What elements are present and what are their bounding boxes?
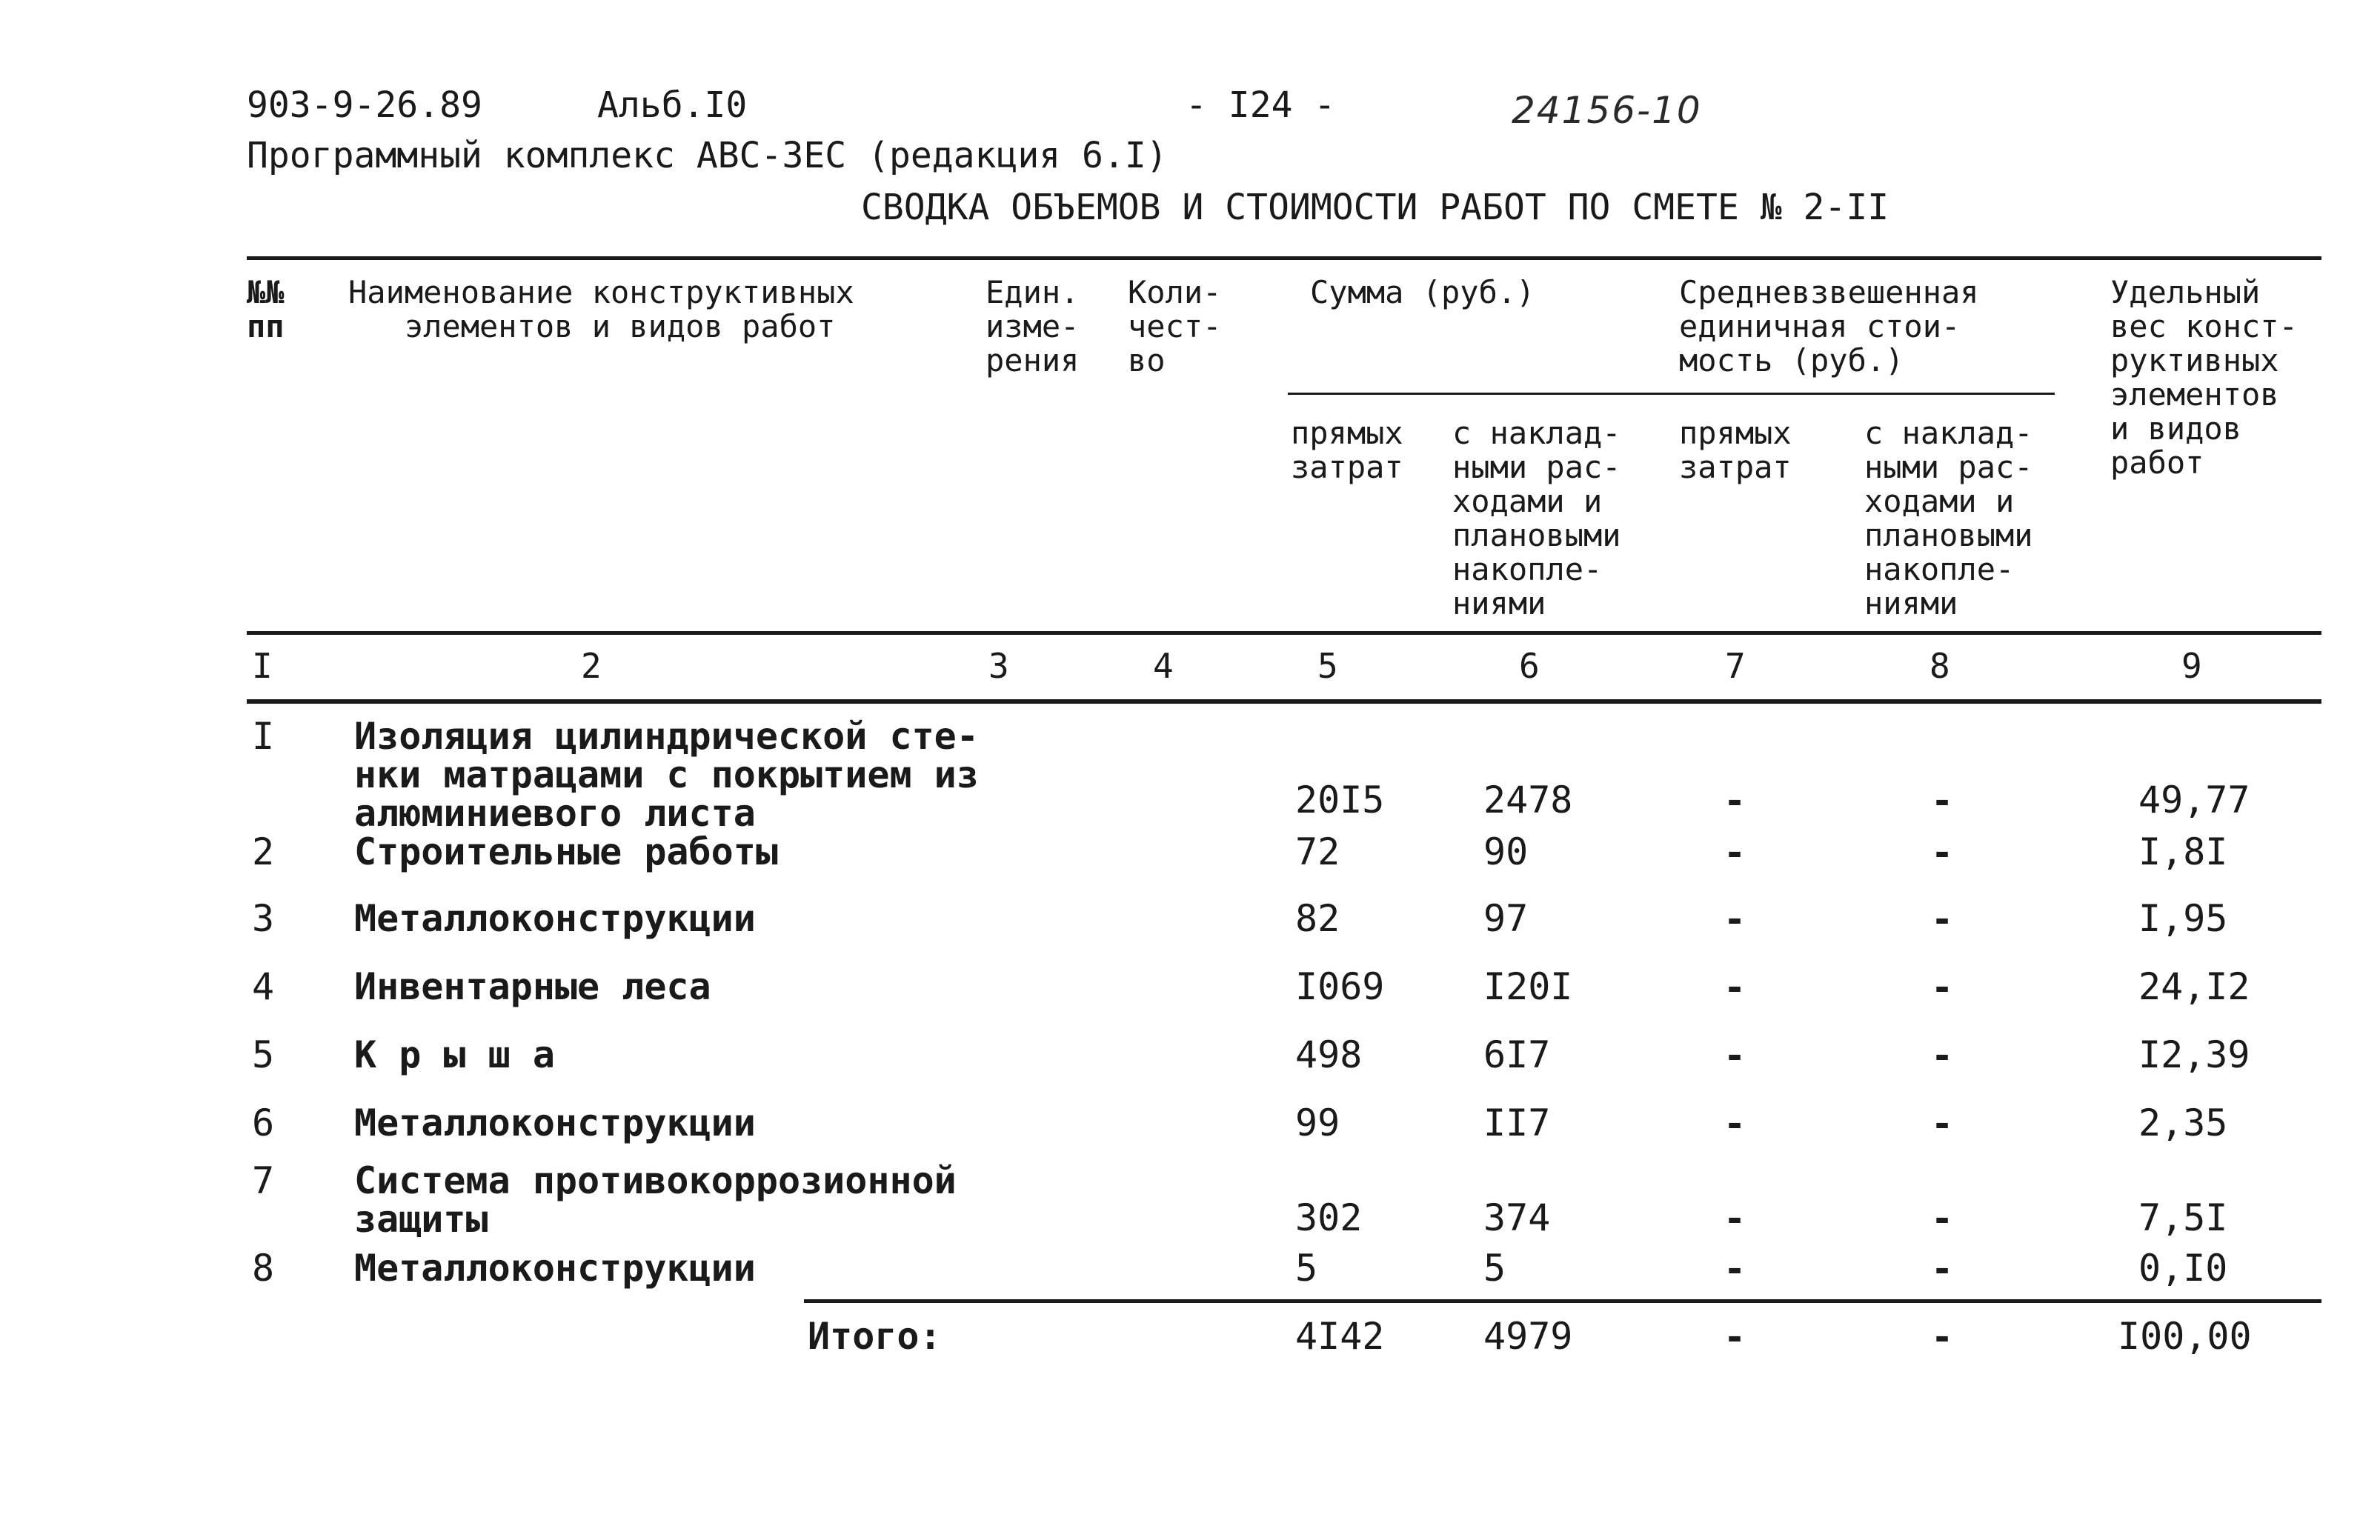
- column-number-9: 9: [2181, 646, 2202, 686]
- table-top-rule: [247, 256, 2321, 260]
- row-4-num: 4: [252, 965, 275, 1008]
- row-6-overhead: II7: [1483, 1101, 1551, 1144]
- row-5-name: К р ы ш а: [354, 1033, 555, 1076]
- column-numbers-rule: [247, 699, 2321, 704]
- row-2-num: 2: [252, 830, 275, 873]
- row-8-avg-overhead: -: [1931, 1247, 1954, 1290]
- row-3-share: I,95: [2138, 897, 2228, 940]
- total-share: I00,00: [2118, 1315, 2252, 1358]
- row-4-avg-overhead: -: [1931, 966, 1954, 1009]
- row-1-num: I: [252, 715, 275, 758]
- row-8-overhead: 5: [1483, 1247, 1506, 1290]
- handwritten-inventory-number: 24156-10: [1512, 89, 1702, 132]
- row-1-avg-overhead: -: [1931, 779, 1954, 822]
- column-number-1: I: [252, 646, 273, 686]
- column-number-7: 7: [1725, 646, 1746, 686]
- row-6-name: Металлоконструкции: [354, 1101, 756, 1144]
- row-6-num: 6: [252, 1101, 275, 1144]
- row-8-num: 8: [252, 1247, 275, 1290]
- row-2-overhead: 90: [1483, 830, 1529, 873]
- sum-group-rule: [1288, 393, 2055, 395]
- total-rule: [804, 1299, 2321, 1303]
- page-number: - I24 -: [1186, 84, 1336, 126]
- col-header-share: Удельный вес конст- руктивных элементов и видов работ: [2110, 274, 2298, 481]
- row-2-name: Строительные работы: [354, 830, 778, 873]
- col-header-num: №№ пп: [247, 274, 285, 344]
- row-6-direct: 99: [1295, 1101, 1340, 1144]
- row-4-share: 24,I2: [2138, 965, 2250, 1008]
- total-avg-overhead: -: [1931, 1316, 1954, 1359]
- column-number-2: 2: [581, 646, 602, 686]
- row-4-name: Инвентарные леса: [354, 965, 711, 1008]
- row-8-avg-direct: -: [1723, 1247, 1746, 1290]
- row-1-overhead: 2478: [1483, 779, 1573, 821]
- col-header-overhead-sum: с наклад- ными рас- ходами и плановыми накопле- ниями: [1452, 415, 1621, 621]
- column-number-4: 4: [1153, 646, 1174, 686]
- row-7-share: 7,5I: [2138, 1196, 2228, 1239]
- row-8-direct: 5: [1295, 1247, 1318, 1290]
- document-code: 903-9-26.89: [247, 84, 482, 126]
- row-5-direct: 498: [1295, 1033, 1363, 1076]
- row-1-direct: 20I5: [1295, 779, 1385, 821]
- row-7-name: Система противокоррозионной защиты: [354, 1159, 957, 1241]
- row-3-name: Металлоконструкции: [354, 897, 756, 940]
- total-overhead: 4979: [1483, 1315, 1573, 1358]
- header-bottom-rule: [247, 631, 2321, 635]
- column-number-3: 3: [988, 646, 1009, 686]
- row-4-avg-direct: -: [1723, 966, 1746, 1009]
- row-3-avg-direct: -: [1723, 898, 1746, 941]
- col-header-direct-avg: прямых затрат: [1679, 415, 1792, 485]
- row-6-avg-direct: -: [1723, 1102, 1746, 1145]
- software-caption: Программный комплекс АВС-3ЕС (редакция 6.I): [247, 135, 1168, 176]
- row-7-num: 7: [252, 1159, 275, 1202]
- row-1-name: Изоляция цилиндрической сте- нки матрацами с покрытием из алюминиевого листа: [354, 715, 979, 835]
- row-3-direct: 82: [1295, 897, 1340, 940]
- row-1-avg-direct: -: [1723, 779, 1746, 822]
- row-7-direct: 302: [1295, 1196, 1363, 1239]
- col-header-sum-group: Сумма (руб.): [1310, 274, 1535, 310]
- column-number-6: 6: [1519, 646, 1540, 686]
- row-7-overhead: 374: [1483, 1196, 1551, 1239]
- row-4-overhead: I20I: [1483, 965, 1573, 1008]
- col-header-overhead-avg: с наклад- ными рас- ходами и плановыми накопле- ниями: [1864, 415, 2033, 621]
- row-5-num: 5: [252, 1033, 275, 1076]
- column-number-8: 8: [1929, 646, 1950, 686]
- row-2-avg-direct: -: [1723, 831, 1746, 874]
- page-title: СВОДКА ОБЪЕМОВ И СТОИМОСТИ РАБОТ ПО СМЕТЕ № 2-II: [861, 187, 1889, 228]
- total-avg-direct: -: [1723, 1316, 1746, 1359]
- row-2-avg-overhead: -: [1931, 831, 1954, 874]
- album-number: Альб.I0: [597, 84, 748, 126]
- total-label: Итого:: [808, 1315, 942, 1358]
- col-header-name: Наименование конструктивных элементов и видов работ: [348, 274, 854, 344]
- row-2-share: I,8I: [2138, 830, 2228, 873]
- row-3-overhead: 97: [1483, 897, 1529, 940]
- col-header-unit: Един. изме- рения: [985, 274, 1080, 379]
- column-number-5: 5: [1317, 646, 1338, 686]
- col-header-qty: Коли- чест- во: [1128, 274, 1222, 379]
- row-3-avg-overhead: -: [1931, 898, 1954, 941]
- row-2-direct: 72: [1295, 830, 1340, 873]
- total-direct: 4I42: [1295, 1315, 1385, 1358]
- row-7-avg-overhead: -: [1931, 1197, 1954, 1240]
- row-6-share: 2,35: [2138, 1101, 2228, 1144]
- row-5-avg-overhead: -: [1931, 1034, 1954, 1077]
- row-7-avg-direct: -: [1723, 1197, 1746, 1240]
- row-4-direct: I069: [1295, 965, 1385, 1008]
- row-6-avg-overhead: -: [1931, 1102, 1954, 1145]
- col-header-avg-group: Средневзвешенная единичная стои- мость (руб.): [1679, 274, 1979, 379]
- col-header-direct-sum: прямых затрат: [1291, 415, 1403, 485]
- row-8-share: 0,I0: [2138, 1247, 2228, 1290]
- row-1-share: 49,77: [2138, 779, 2250, 821]
- row-3-num: 3: [252, 897, 275, 940]
- row-5-avg-direct: -: [1723, 1034, 1746, 1077]
- row-5-overhead: 6I7: [1483, 1033, 1551, 1076]
- row-5-share: I2,39: [2138, 1033, 2250, 1076]
- row-8-name: Металлоконструкции: [354, 1247, 756, 1290]
